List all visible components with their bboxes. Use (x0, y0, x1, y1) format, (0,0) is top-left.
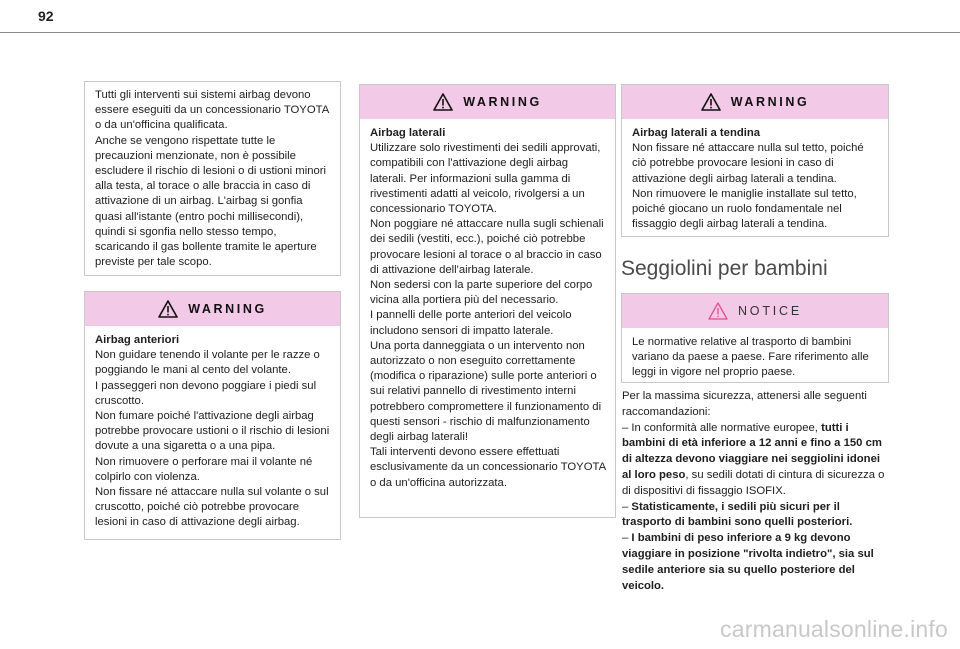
warning-header (622, 85, 888, 119)
warning-label: WARNING (730, 95, 810, 109)
item-bold: Statisticamente, i sedili più sicuri per il trasporto di bambini sono quelli posteriori. (622, 500, 853, 529)
section-heading: Seggiolini per bambini (621, 257, 828, 280)
warning-label: WARNING (188, 302, 267, 316)
warning-text: Utilizzare solo rivestimenti dei sedili approvati, compatibili con l'attivazione degli airbag laterali. Per informazioni sulla gamma di rivestimenti adatti al veicolo, rivolgersi a un concessionario TOYOTA. Non poggiare né attaccare nulla sugli schienali dei sedili (vestiti, ecc.), poiché ciò potrebbe provocare lesioni al torace o al braccio in caso di attivazione dell'airbag laterale. Non sedersi con la parte superiore del corpo vicina alla portiera più del necessario. I pannelli delle porte anteriori del veicolo includono sensori di impatto laterale. Una porta danneggiata o un intervento non autorizzato o non eseguito correttamente (modifica o riparazione) sulle porte anteriori o sui relativi pannello di rivestimento interni potrebbero compromettere il funzionamento di questi sensori - rischio di malfunzionamento degli airbag laterali! Tali interventi devono essere effettuati esclusivamente da un concessionario TOYOTA o da un'officina autorizzata. (370, 142, 606, 489)
warning-box-front-airbags (84, 291, 341, 540)
item-bold: tutti i bambini di età inferiore a 12 anni e fino a 150 cm di altezza devono viaggiare nei seggiolini idonei al loro peso (622, 421, 882, 481)
warning-body (360, 119, 615, 497)
warning-title: Airbag laterali a tendina (632, 127, 761, 139)
recommendations-intro: Per la massima sicurezza, attenersi alle seguenti raccomandazioni: (622, 390, 867, 418)
notice-body (622, 328, 888, 387)
page-number: 92 (38, 8, 54, 24)
item-dash: – (622, 532, 632, 545)
warning-title: Airbag anteriori (95, 334, 180, 346)
recommendation-item-2 (622, 500, 892, 532)
item-dash: – In conformità alle normative europee, (622, 421, 822, 434)
recommendation-item-3 (622, 531, 892, 594)
item-bold: I bambini di peso inferiore a 9 kg devono viaggiare in posizione "rivolta indietro", sia sul sedile anteriore sia su quello posteriore del veicolo. (622, 532, 874, 592)
warning-triangle-icon (701, 93, 721, 111)
warning-text: Non fissare né attaccare nulla sul tetto, poiché ciò potrebbe provocare lesioni in caso di attivazione degli airbag laterali a tendina. Non rimuovere le maniglie installate sul tetto, poiché giocano un ruolo fondamentale nel fissaggio degli airbag laterali a tendina. (632, 142, 864, 231)
notice-triangle-icon (708, 302, 728, 320)
notice-text: Le normative relative al trasporto di bambini variano da paese a paese. Fare riferimento alle leggi in vigore nel proprio paese. (632, 336, 869, 379)
warning-body (622, 119, 888, 238)
top-rule (0, 32, 960, 33)
warning-title: Airbag laterali (370, 127, 446, 139)
warning-triangle-icon (158, 300, 178, 318)
warning-box-side-airbags (359, 84, 616, 518)
child-seat-recommendations (622, 389, 892, 594)
watermark: carmanualsonline.info (720, 616, 948, 642)
warning-header (85, 292, 340, 326)
warning-body (85, 326, 340, 537)
warning-triangle-icon (433, 93, 453, 111)
warning-box-curtain-airbags (621, 84, 889, 237)
notice-box-child-seats (621, 293, 889, 383)
item-dash: – (622, 500, 632, 513)
notice-header (622, 294, 888, 328)
warning-header (360, 85, 615, 119)
warning-text: Non guidare tenendo il volante per le razze o poggiando le mani al cento del volante. I passeggeri non devono poggiare i piedi sul cruscotto. Non fumare poiché l'attivazione degli airbag potrebbe provocare ustioni o il rischio di lesioni dovute a una sigaretta o a una pipa. Non rimuovere o perforare mai il volante né colpirlo con violenza. Non fissare né attaccare nulla sul volante o sul cruscotto, poiché ciò potrebbe provocare lesioni in caso di attivazione degli airbag. (95, 349, 330, 529)
recommendation-item-1 (622, 421, 892, 500)
notice-label: NOTICE (737, 304, 803, 318)
warning-label: WARNING (463, 95, 542, 109)
item-text: , su sedili dotati di cintura di sicurezza o di dispositivi di fissaggio ISOFIX. (622, 468, 885, 497)
airbag-service-info-box (84, 81, 341, 276)
airbag-service-info-text: Tutti gli interventi sui sistemi airbag devono essere eseguiti da un concessionario TOYOTA o da un'officina qualificata. Anche se vengono rispettate tutte le precauzioni menzionate, non è possibile escludere il rischio di lesioni o di ustioni minori alla testa, al torace o alle braccia in caso di attivazione di un airbag. L'airbag si gonfia quasi all'istante (entro pochi millisecondi), quindi si sgonfia nello stesso tempo, scaricando il gas bollente tramite le aperture previste per tale scopo. (95, 89, 329, 269)
